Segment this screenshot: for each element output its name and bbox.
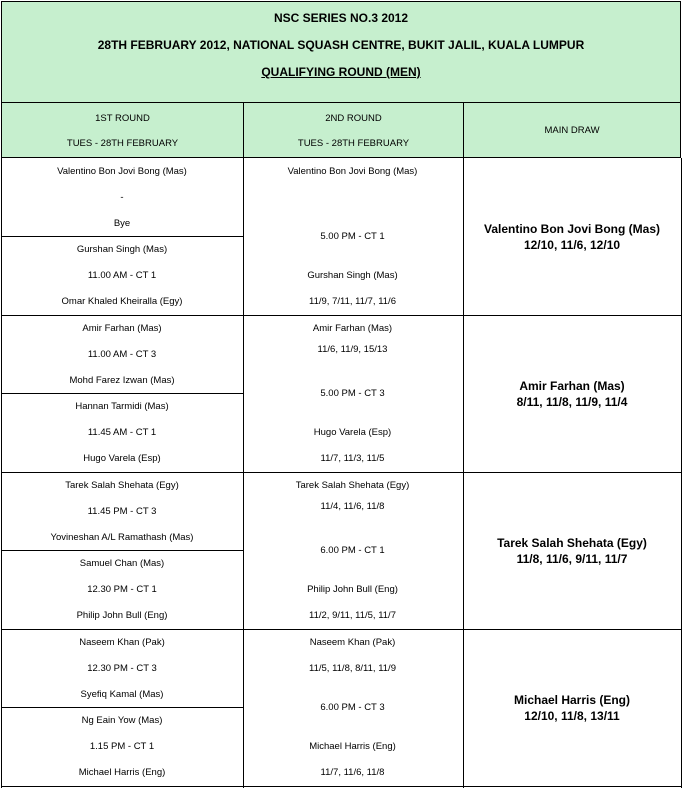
match-time: 12.30 PM - CT 1 — [87, 584, 157, 595]
round2-player: Valentino Bon Jovi Bong (Mas) — [287, 166, 418, 177]
page-title: NSC SERIES NO.3 2012 — [273, 11, 409, 25]
round2-time: 5.00 PM - CT 1 — [320, 231, 385, 242]
player-name: Syefiq Kamal (Mas) — [80, 689, 164, 700]
player-name: Omar Khaled Kheiralla (Egy) — [61, 296, 183, 307]
round2-score: 11/7, 11/3, 11/5 — [320, 453, 385, 464]
player-name: Valentino Bon Jovi Bong (Mas) — [57, 166, 187, 177]
main-draw-winner: Michael Harris (Eng) — [513, 693, 631, 707]
player-name: Philip John Bull (Eng) — [76, 610, 168, 621]
player-name: Yovineshan A/L Ramathash (Mas) — [50, 532, 194, 543]
round2-player: Michael Harris (Eng) — [309, 741, 396, 752]
round2-score: 11/7, 11/6, 11/8 — [320, 767, 385, 778]
grid-line — [1, 707, 243, 708]
round2-score: 11/5, 11/8, 8/11, 11/9 — [309, 663, 396, 674]
match-separator: - — [120, 192, 124, 203]
main-draw-winner: Amir Farhan (Mas) — [519, 379, 625, 393]
column-label: 1ST ROUND — [95, 113, 150, 124]
player-name: Mohd Farez Izwan (Mas) — [69, 375, 175, 386]
main-draw-score: 11/8, 11/6, 9/11, 11/7 — [516, 552, 628, 566]
grid-line — [1, 236, 243, 237]
match-time: 11.45 AM - CT 1 — [87, 427, 157, 438]
round2-time: 5.00 PM - CT 3 — [320, 388, 385, 399]
round2-player: Philip John Bull (Eng) — [307, 584, 398, 595]
round2-score: 11/9, 7/11, 11/7, 11/6 — [309, 296, 396, 307]
match-time: 11.00 AM - CT 3 — [87, 349, 157, 360]
grid-line — [243, 158, 244, 788]
match-time: 11.45 PM - CT 3 — [87, 506, 157, 517]
main-draw-score: 12/10, 11/8, 13/11 — [524, 709, 620, 723]
player-name: Tarek Salah Shehata (Egy) — [65, 480, 179, 491]
round2-player: Amir Farhan (Mas) — [312, 323, 393, 334]
player-name: Naseem Khan (Pak) — [79, 637, 165, 648]
grid-line — [1, 786, 682, 787]
grid-line — [681, 158, 682, 788]
round2-player: Gurshan Singh (Mas) — [307, 270, 398, 281]
player-name: Amir Farhan (Mas) — [82, 323, 162, 334]
grid-line — [1, 315, 682, 316]
column-label: 2ND ROUND — [325, 113, 382, 124]
event-subtitle: 28TH FEBRUARY 2012, NATIONAL SQUASH CENTRE, BUKIT JALIL, KUALA LUMPUR — [97, 38, 585, 52]
round2-score: 11/4, 11/6, 11/8 — [320, 501, 385, 512]
round2-time: 6.00 PM - CT 1 — [320, 545, 385, 556]
round2-score: 11/6, 11/9, 15/13 — [317, 344, 388, 355]
grid-line — [1, 393, 243, 394]
main-draw-score: 8/11, 11/8, 11/9, 11/4 — [516, 395, 628, 409]
player-name: Samuel Chan (Mas) — [79, 558, 165, 569]
grid-line — [1, 550, 243, 551]
column-header-2nd-round — [243, 103, 463, 158]
player-name: Michael Harris (Eng) — [78, 767, 166, 778]
main-draw-winner: Valentino Bon Jovi Bong (Mas) — [483, 222, 660, 236]
player-name: Hugo Varela (Esp) — [83, 453, 161, 464]
title-box — [1, 1, 681, 103]
main-draw-score: 12/10, 11/6, 12/10 — [523, 238, 621, 252]
match-time: 12.30 PM - CT 3 — [87, 663, 157, 674]
round-title: QUALIFYING ROUND (MEN) — [261, 65, 421, 79]
player-name: Bye — [113, 218, 131, 229]
main-draw-winner: Tarek Salah Shehata (Egy) — [497, 536, 647, 550]
round2-player: Tarek Salah Shehata (Egy) — [295, 480, 410, 491]
column-label: MAIN DRAW — [544, 125, 600, 136]
match-time: 1.15 PM - CT 1 — [89, 741, 155, 752]
round2-player: Naseem Khan (Pak) — [309, 637, 396, 648]
player-name: Gurshan Singh (Mas) — [76, 244, 168, 255]
column-date: TUES - 28TH FEBRUARY — [297, 138, 410, 149]
grid-line — [1, 472, 682, 473]
player-name: Hannan Tarmidi (Mas) — [75, 401, 169, 412]
grid-line — [1, 629, 682, 630]
column-header-main-draw — [463, 103, 681, 158]
column-date: TUES - 28TH FEBRUARY — [66, 138, 179, 149]
round2-time: 6.00 PM - CT 3 — [320, 702, 385, 713]
match-time: 11.00 AM - CT 1 — [87, 270, 157, 281]
round2-player: Hugo Varela (Esp) — [313, 427, 392, 438]
round2-score: 11/2, 9/11, 11/5, 11/7 — [309, 610, 396, 621]
player-name: Ng Eain Yow (Mas) — [81, 715, 163, 726]
column-header-1st-round — [1, 103, 243, 158]
